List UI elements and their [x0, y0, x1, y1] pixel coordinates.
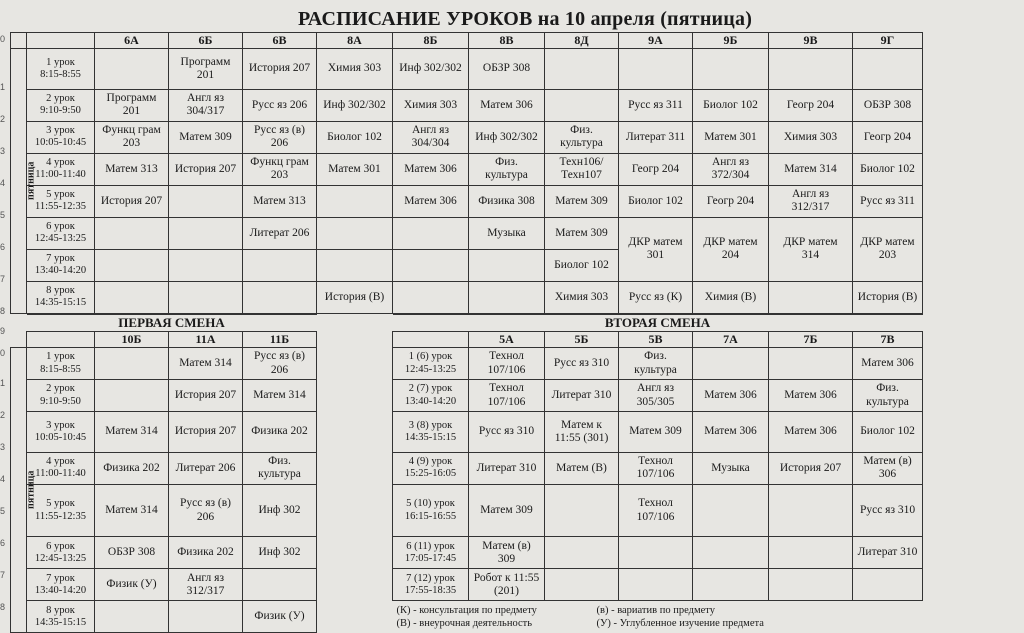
lesson-cell: Англ яз 305/305 — [619, 380, 693, 412]
lesson-cell: Литерат 310 — [853, 537, 923, 569]
lesson-cell: История 207 — [169, 153, 243, 185]
table-row — [11, 601, 923, 633]
lesson-cell: Русс яз 310 — [545, 348, 619, 380]
gap-cell — [317, 380, 393, 412]
blank-cell — [11, 332, 27, 348]
lesson-cell: Матем 309 — [545, 217, 619, 249]
page-title: РАСПИСАНИЕ УРОКОВ на 10 апреля (пятница) — [297, 8, 753, 30]
lesson-cell: Матем 306 — [769, 412, 853, 453]
lesson-time-cell: 5 (10) урок 16:15-16:55 — [393, 484, 469, 537]
row-number: 2 — [0, 114, 6, 124]
lesson-cell — [95, 49, 169, 90]
lesson-cell: Химия (В) — [693, 281, 769, 313]
table-row — [11, 537, 923, 569]
lesson-cell: Матем 309 — [169, 121, 243, 153]
lesson-cell: Матем 306 — [469, 89, 545, 121]
class-header: 10Б — [95, 332, 169, 348]
header-row — [11, 33, 923, 49]
lesson-cell — [619, 537, 693, 569]
lesson-cell — [95, 601, 169, 633]
row-numbers — [0, 30, 10, 622]
row-number: 8 — [0, 306, 6, 316]
dkr-cell: ДКР матем 301 — [619, 217, 693, 281]
lesson-cell: ОБЗР 308 — [95, 537, 169, 569]
lesson-cell: Литерат 310 — [545, 380, 619, 412]
lesson-cell — [853, 49, 923, 90]
class-header: 9А — [619, 33, 693, 49]
lesson-cell: Литерат 206 — [243, 217, 317, 249]
lesson-cell: Робот к 11:55 (201) — [469, 569, 545, 601]
lesson-cell: Химия 303 — [769, 121, 853, 153]
lesson-cell: Физ. культура — [469, 153, 545, 185]
row-number: 6 — [0, 242, 6, 252]
lesson-cell: Матем (в) 306 — [853, 452, 923, 484]
row-number: 3 — [0, 146, 6, 156]
lesson-cell — [469, 281, 545, 313]
row-number: 1 — [0, 378, 6, 388]
time-header-cell — [393, 332, 469, 348]
class-header: 6Б — [169, 33, 243, 49]
row-number: 5 — [0, 210, 6, 220]
lesson-cell: Физика 202 — [95, 452, 169, 484]
class-header: 5Б — [545, 332, 619, 348]
lesson-cell — [769, 569, 853, 601]
top-schedule-table — [10, 32, 923, 314]
lesson-cell: Русс яз 311 — [619, 89, 693, 121]
table-row — [11, 484, 923, 537]
dkr-cell: ДКР матем 203 — [853, 217, 923, 281]
lesson-time-cell: 3 (8) урок 14:35-15:15 — [393, 412, 469, 453]
lesson-cell: Биолог 102 — [545, 249, 619, 281]
lesson-cell — [769, 49, 853, 90]
lesson-cell — [693, 49, 769, 90]
lesson-cell: Литерат 206 — [169, 452, 243, 484]
class-header: 11А — [169, 332, 243, 348]
lesson-cell: Матем (В) — [545, 452, 619, 484]
legend-item: (К) - консультация по предмету — [396, 604, 537, 616]
lesson-cell — [693, 348, 769, 380]
class-header: 7Б — [769, 332, 853, 348]
weekday-cell — [11, 49, 37, 314]
lesson-cell — [317, 185, 393, 217]
lesson-cell — [619, 49, 693, 90]
lesson-time-cell: 2 (7) урок 13:40-14:20 — [393, 380, 469, 412]
lesson-cell: Музыка — [693, 452, 769, 484]
lesson-cell: Матем 306 — [693, 412, 769, 453]
dkr-cell: ДКР матем 204 — [693, 217, 769, 281]
lesson-cell: Англ яз 304/317 — [169, 89, 243, 121]
lesson-cell: Технол 107/106 — [619, 484, 693, 537]
lesson-cell: Матем 301 — [693, 121, 769, 153]
lesson-cell: Программ 201 — [169, 49, 243, 90]
lesson-time-cell: 1 (6) урок 12:45-13:25 — [393, 348, 469, 380]
lesson-cell — [393, 249, 469, 281]
lesson-cell — [545, 484, 619, 537]
table-row — [11, 412, 923, 453]
lesson-cell: Геогр 204 — [769, 89, 853, 121]
lesson-cell: Технол 107/106 — [469, 348, 545, 380]
row-number: 8 — [0, 602, 6, 612]
lesson-cell: История 207 — [243, 49, 317, 90]
lesson-cell: Химия 303 — [317, 49, 393, 90]
class-header: 6А — [95, 33, 169, 49]
corner-cell — [11, 33, 27, 49]
lesson-time-cell: 3 урок 10:05-10:45 — [27, 412, 95, 453]
shift-label-row — [11, 315, 923, 332]
lesson-cell: Геогр 204 — [693, 185, 769, 217]
lesson-cell: Физик (У) — [95, 569, 169, 601]
lesson-cell: Матем 306 — [393, 185, 469, 217]
lesson-time-cell: 1 урок 8:15-8:55 — [27, 348, 95, 380]
gap-cell — [317, 601, 393, 633]
lesson-cell: Биолог 102 — [317, 121, 393, 153]
class-header: 9В — [769, 33, 853, 49]
lesson-cell — [393, 217, 469, 249]
lesson-cell: Физ. культура — [243, 452, 317, 484]
lesson-cell: Русс яз (в) 206 — [169, 484, 243, 537]
lesson-cell: Матем 309 — [469, 484, 545, 537]
time-header-cell — [27, 332, 95, 348]
row-number: 0 — [0, 348, 6, 358]
lesson-cell: Физик (У) — [243, 601, 317, 633]
lesson-cell — [169, 601, 243, 633]
lesson-time-cell: 7 (12) урок 17:55-18:35 — [393, 569, 469, 601]
lesson-cell — [693, 569, 769, 601]
lesson-cell: Инф 302 — [243, 484, 317, 537]
lesson-cell: Инф 302 — [243, 537, 317, 569]
class-header: 11Б — [243, 332, 317, 348]
lesson-cell — [317, 249, 393, 281]
lesson-cell — [95, 217, 169, 249]
lesson-cell: Геогр 204 — [853, 121, 923, 153]
lesson-cell — [169, 281, 243, 313]
lesson-cell: Матем к 11:55 (301) — [545, 412, 619, 453]
lesson-cell: Техн106/ Техн107 — [545, 153, 619, 185]
class-header: 7В — [853, 332, 923, 348]
lesson-cell: Музыка — [469, 217, 545, 249]
table-row — [11, 89, 923, 121]
row-number: 4 — [0, 178, 6, 188]
gap-cell — [317, 484, 393, 537]
lesson-time-cell: 5 урок 11:55-12:35 — [27, 185, 95, 217]
lesson-cell: Матем 314 — [95, 484, 169, 537]
lesson-cell: Химия 303 — [545, 281, 619, 313]
lesson-time-cell: 8 урок 14:35-15:15 — [27, 601, 95, 633]
legend-item: (в) - вариатив по предмету — [596, 604, 715, 616]
lesson-time-cell: 8 урок 14:35-15:15 — [27, 281, 95, 313]
second-shift-label: ВТОРАЯ СМЕНА — [393, 315, 923, 332]
lesson-cell — [545, 89, 619, 121]
table-row — [11, 153, 923, 185]
lesson-cell — [95, 281, 169, 313]
table-row — [11, 380, 923, 412]
lesson-cell — [769, 348, 853, 380]
lesson-time-cell: 6 урок 12:45-13:25 — [27, 537, 95, 569]
lesson-cell: Русс яз (в) 206 — [243, 348, 317, 380]
lesson-cell: Матем 306 — [769, 380, 853, 412]
lesson-cell — [169, 249, 243, 281]
lesson-cell: Матем 313 — [95, 153, 169, 185]
lesson-cell: Физ. культура — [545, 121, 619, 153]
lesson-cell — [853, 569, 923, 601]
legend-cell — [393, 601, 853, 633]
row-number: 1 — [0, 82, 6, 92]
row-number: 6 — [0, 538, 6, 548]
legend-item: (В) - внеурочная деятельность — [396, 617, 532, 629]
lesson-cell: Физика 308 — [469, 185, 545, 217]
weekday-label: пятница — [25, 161, 37, 201]
row-number: 0 — [0, 34, 6, 44]
lesson-cell: Матем 314 — [769, 153, 853, 185]
lesson-cell: История 207 — [169, 380, 243, 412]
bottom-schedule-table — [10, 314, 923, 633]
lesson-cell: Физ. культура — [619, 348, 693, 380]
lesson-cell: Матем 314 — [169, 348, 243, 380]
table-row — [11, 49, 923, 90]
lesson-cell — [393, 281, 469, 313]
lesson-cell — [769, 281, 853, 313]
lesson-cell — [545, 537, 619, 569]
lesson-cell — [545, 569, 619, 601]
lesson-cell — [169, 185, 243, 217]
lesson-cell — [317, 217, 393, 249]
lesson-time-cell: 4 урок 11:00-11:40 — [27, 153, 95, 185]
lesson-cell: История 207 — [95, 185, 169, 217]
gap-cell — [317, 332, 393, 348]
lesson-cell: Технол 107/106 — [469, 380, 545, 412]
lesson-cell: Англ яз 312/317 — [169, 569, 243, 601]
table-row — [11, 452, 923, 484]
row-number: 7 — [0, 570, 6, 580]
lesson-cell — [769, 537, 853, 569]
lesson-cell — [243, 569, 317, 601]
class-header: 5А — [469, 332, 545, 348]
lesson-cell — [619, 569, 693, 601]
lesson-time-cell: 4 (9) урок 15:25-16:05 — [393, 452, 469, 484]
lesson-cell: Технол 107/106 — [619, 452, 693, 484]
lesson-cell: История (В) — [317, 281, 393, 313]
lesson-cell: Русс яз 310 — [853, 484, 923, 537]
lesson-cell: Физика 202 — [169, 537, 243, 569]
lesson-cell — [95, 249, 169, 281]
legend-item: (У) - Углубленное изучение предмета — [596, 617, 764, 629]
dkr-cell: ДКР матем 314 — [769, 217, 853, 281]
lesson-cell: Матем 306 — [853, 348, 923, 380]
lesson-cell: Литерат 310 — [469, 452, 545, 484]
table-row — [11, 348, 923, 380]
lesson-cell: Физика 202 — [243, 412, 317, 453]
lesson-cell: Биолог 102 — [619, 185, 693, 217]
lesson-time-cell: 5 урок 11:55-12:35 — [27, 484, 95, 537]
lesson-cell: Матем 309 — [619, 412, 693, 453]
row-number: 5 — [0, 506, 6, 516]
lesson-cell: ОБЗР 308 — [469, 49, 545, 90]
table-row — [11, 281, 923, 313]
lesson-cell: Биолог 102 — [853, 412, 923, 453]
lesson-cell — [95, 380, 169, 412]
lesson-cell: Матем 314 — [95, 412, 169, 453]
class-header: 7А — [693, 332, 769, 348]
lesson-cell: Англ яз 304/304 — [393, 121, 469, 153]
row-number: 7 — [0, 274, 6, 284]
lesson-time-cell: 4 урок 11:00-11:40 — [27, 452, 95, 484]
lesson-cell — [693, 537, 769, 569]
weekday-cell — [11, 348, 37, 633]
lesson-cell: Биолог 102 — [853, 153, 923, 185]
class-header: 9Б — [693, 33, 769, 49]
row-number: 9 — [0, 326, 6, 336]
lesson-cell: Русс яз 310 — [469, 412, 545, 453]
lesson-cell — [243, 281, 317, 313]
lesson-cell: Матем 314 — [243, 380, 317, 412]
lesson-cell — [545, 49, 619, 90]
lesson-time-cell: 2 урок 9:10-9:50 — [27, 380, 95, 412]
lesson-time-cell: 6 (11) урок 17:05-17:45 — [393, 537, 469, 569]
first-shift-label: ПЕРВАЯ СМЕНА — [27, 315, 317, 332]
lesson-cell: Англ яз 372/304 — [693, 153, 769, 185]
lesson-cell: Матем 313 — [243, 185, 317, 217]
lesson-cell: Русс яз (К) — [619, 281, 693, 313]
lesson-cell: Матем (в) 309 — [469, 537, 545, 569]
class-header: 8Д — [545, 33, 619, 49]
bottom-header-row — [11, 332, 923, 348]
lesson-time-cell: 1 урок 8:15-8:55 — [27, 49, 95, 90]
lesson-cell: Химия 303 — [393, 89, 469, 121]
lesson-time-cell: 6 урок 12:45-13:25 — [27, 217, 95, 249]
row-number: 3 — [0, 442, 6, 452]
lesson-cell: Матем 301 — [317, 153, 393, 185]
weekday-label: пятница — [25, 471, 37, 510]
lesson-cell: Русс яз (в) 206 — [243, 121, 317, 153]
table-row — [11, 217, 923, 249]
lesson-cell — [243, 249, 317, 281]
lesson-cell: История 207 — [769, 452, 853, 484]
gap-cell — [317, 412, 393, 453]
lesson-cell: Функц грам 203 — [95, 121, 169, 153]
gap-cell — [317, 315, 393, 332]
class-header: 6В — [243, 33, 317, 49]
lesson-cell — [169, 217, 243, 249]
lesson-cell: Русс яз 311 — [853, 185, 923, 217]
class-header: 5В — [619, 332, 693, 348]
gap-cell — [317, 537, 393, 569]
class-header: 8А — [317, 33, 393, 49]
lesson-cell: История (В) — [853, 281, 923, 313]
class-header: 8Б — [393, 33, 469, 49]
blank-cell — [11, 315, 27, 332]
lesson-cell: Инф 302/302 — [469, 121, 545, 153]
blank-cell — [853, 601, 923, 633]
lesson-cell: Инф 302/302 — [317, 89, 393, 121]
time-header-cell — [27, 33, 95, 49]
legend — [397, 605, 852, 630]
lesson-time-cell: 7 урок 13:40-14:20 — [27, 249, 95, 281]
lesson-cell: Англ яз 312/317 — [769, 185, 853, 217]
lesson-cell: Инф 302/302 — [393, 49, 469, 90]
lesson-cell: Литерат 311 — [619, 121, 693, 153]
lesson-cell: Биолог 102 — [693, 89, 769, 121]
lesson-cell: Физ. культура — [853, 380, 923, 412]
lesson-cell: Матем 306 — [693, 380, 769, 412]
lesson-time-cell: 2 урок 9:10-9:50 — [27, 89, 95, 121]
lesson-time-cell: 3 урок 10:05-10:45 — [27, 121, 95, 153]
class-header: 9Г — [853, 33, 923, 49]
class-header: 8В — [469, 33, 545, 49]
gap-cell — [317, 569, 393, 601]
gap-cell — [317, 452, 393, 484]
table-row — [11, 569, 923, 601]
row-number: 4 — [0, 474, 6, 484]
lesson-cell: Матем 309 — [545, 185, 619, 217]
lesson-cell: ОБЗР 308 — [853, 89, 923, 121]
lesson-cell — [769, 484, 853, 537]
table-row — [11, 185, 923, 217]
lesson-cell — [95, 348, 169, 380]
lesson-cell: Геогр 204 — [619, 153, 693, 185]
lesson-cell — [693, 484, 769, 537]
lesson-cell — [469, 249, 545, 281]
lesson-cell: Матем 306 — [393, 153, 469, 185]
lesson-cell: Программ 201 — [95, 89, 169, 121]
gap-cell — [317, 348, 393, 380]
lesson-cell: Русс яз 206 — [243, 89, 317, 121]
row-number: 2 — [0, 410, 6, 420]
lesson-cell: История 207 — [169, 412, 243, 453]
lesson-cell: Функц грам 203 — [243, 153, 317, 185]
table-row — [11, 121, 923, 153]
lesson-time-cell: 7 урок 13:40-14:20 — [27, 569, 95, 601]
